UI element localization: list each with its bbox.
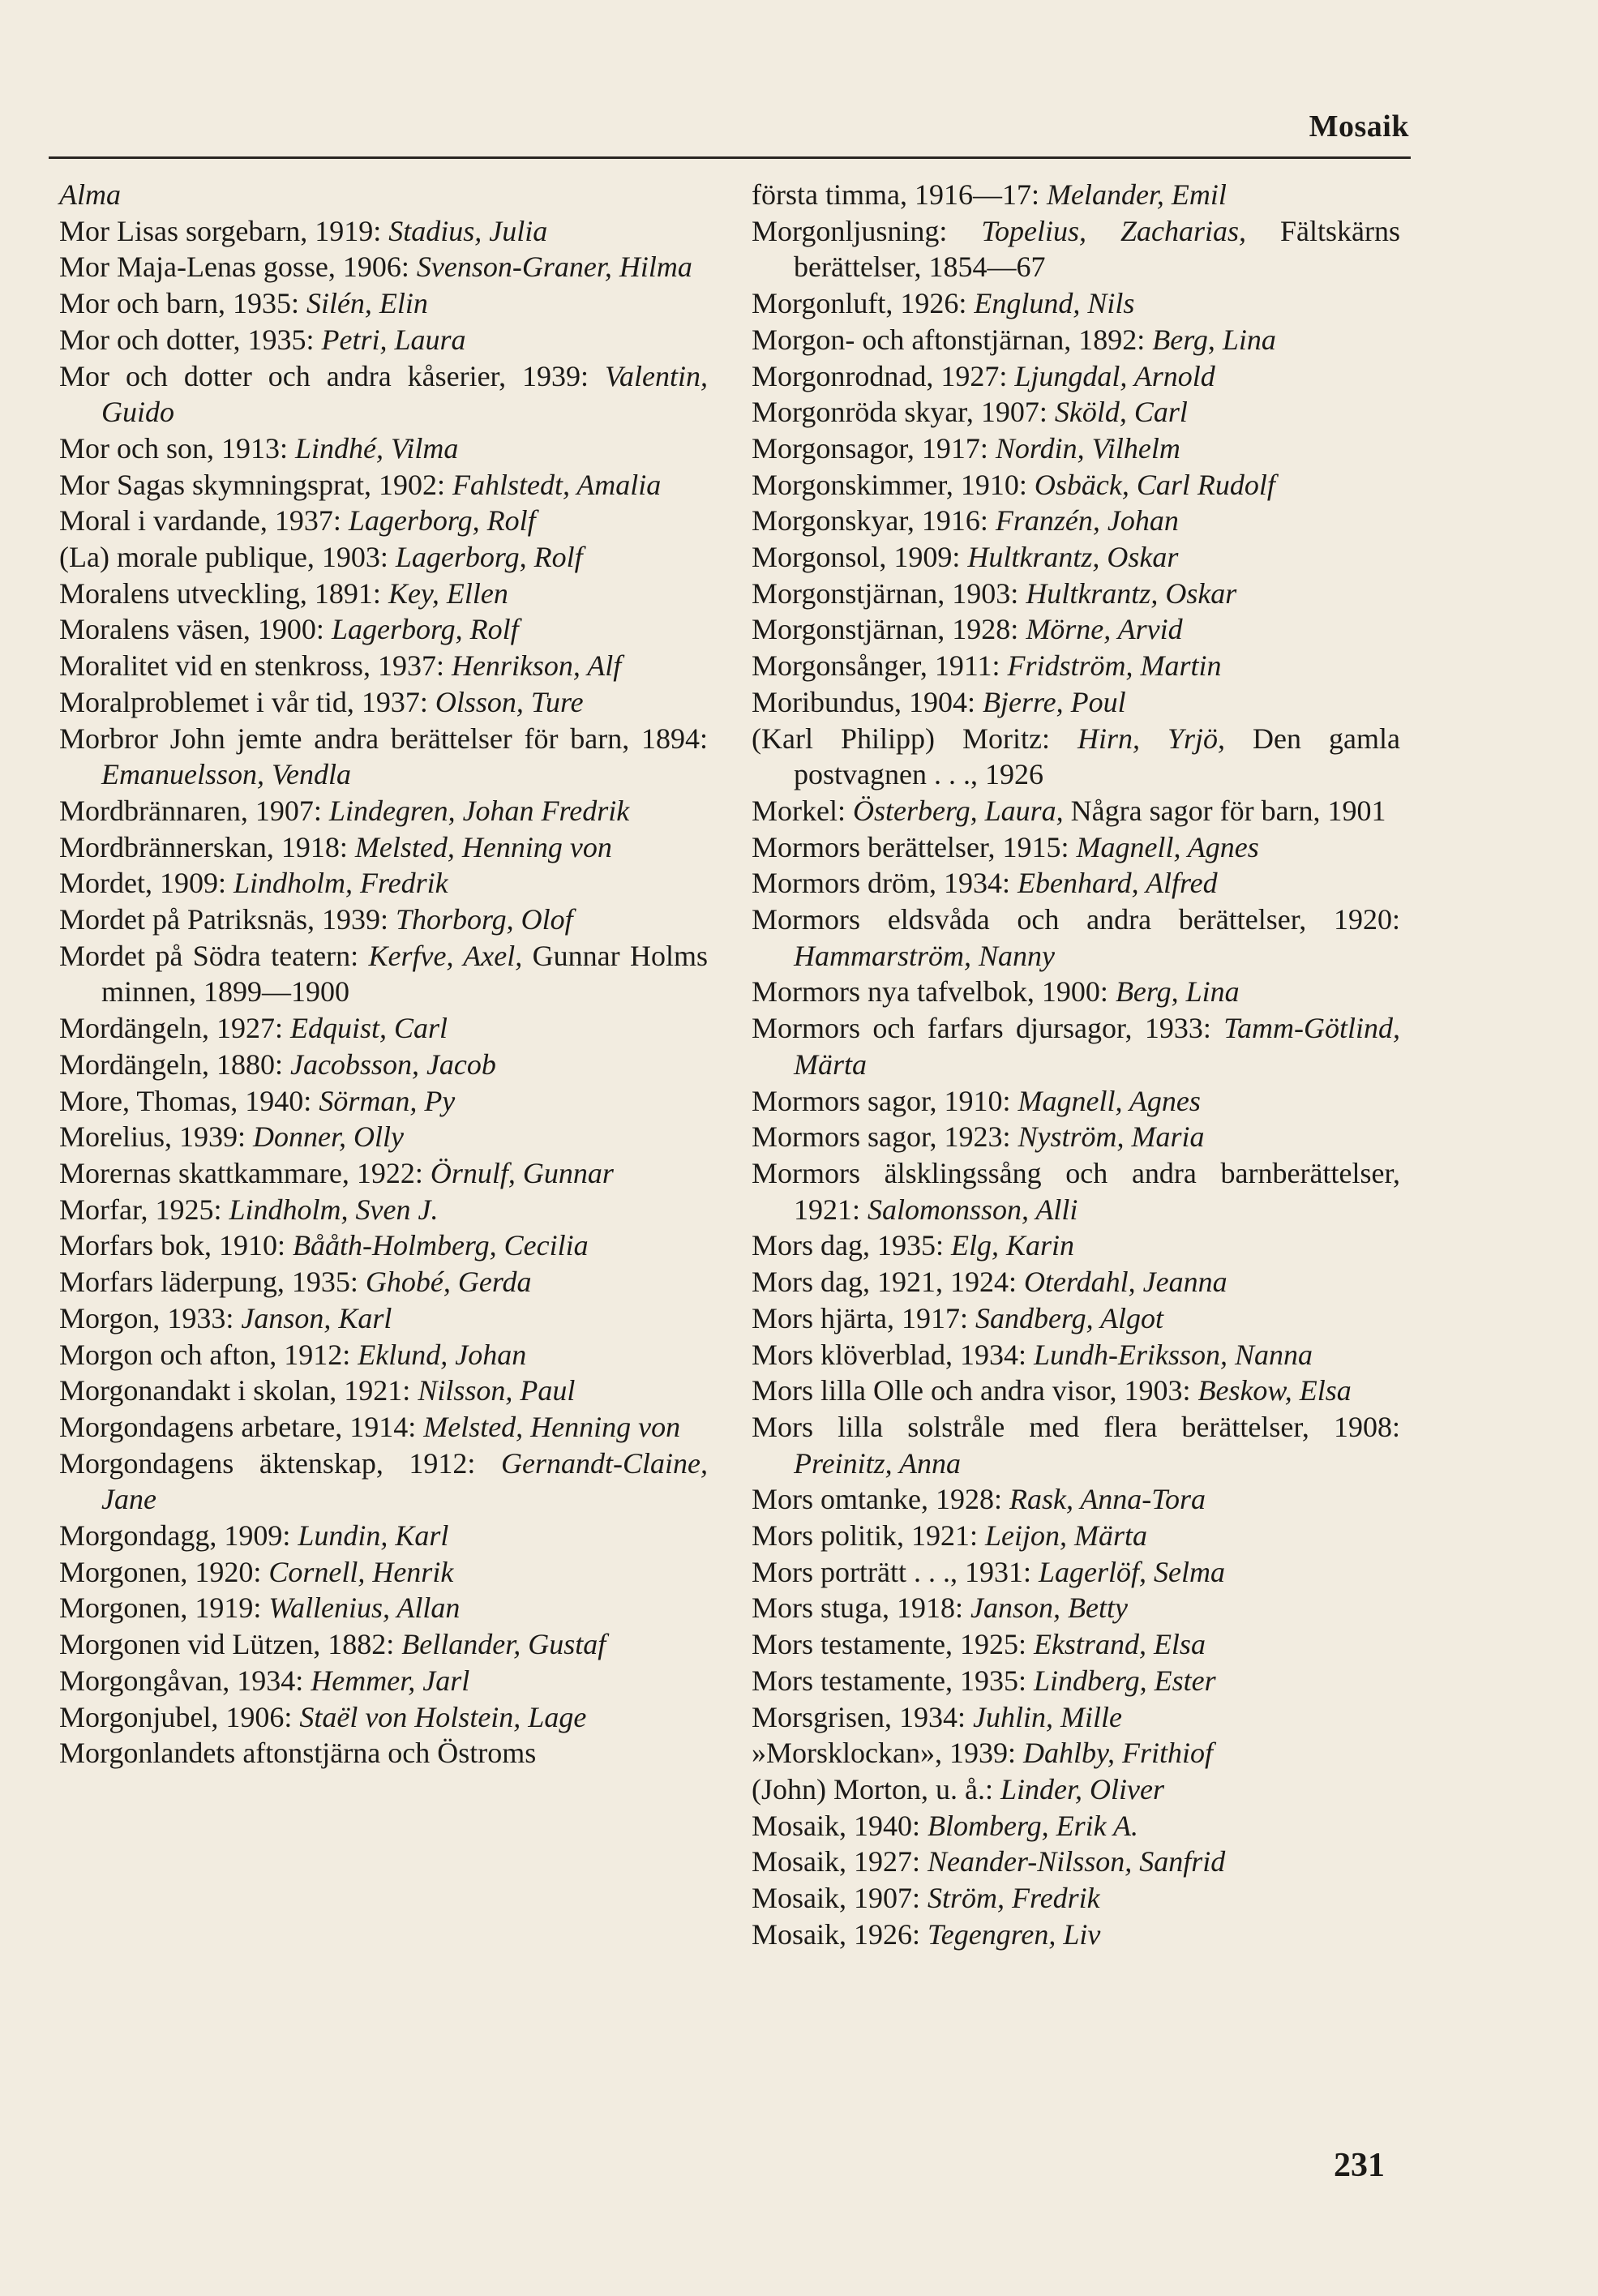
entry-author: Leijon, Märta bbox=[985, 1519, 1148, 1553]
index-entry bbox=[59, 322, 708, 358]
entry-author: Jacobsson, Jacob bbox=[289, 1047, 496, 1081]
index-entry bbox=[752, 684, 1400, 721]
entry-title: Moralens utveckling, 1891: bbox=[59, 576, 388, 610]
entry-author: Ebenhard, Alfred bbox=[1017, 867, 1218, 900]
entry-author: Linder, Oliver bbox=[1000, 1772, 1164, 1806]
index-entry bbox=[59, 793, 708, 829]
entry-tail: Den gamla postvagnen . . ., 1926 bbox=[794, 722, 1401, 791]
entry-author: Berg, Lina bbox=[1115, 975, 1240, 1009]
entry-title: Mosaik, 1927: bbox=[752, 1845, 928, 1878]
entry-title: Mosaik, 1940: bbox=[752, 1809, 928, 1842]
entry-author: Fridström, Martin bbox=[1007, 649, 1222, 683]
index-entry bbox=[59, 1083, 708, 1120]
index-entry bbox=[752, 1771, 1400, 1808]
index-entry bbox=[752, 793, 1400, 829]
entry-title: Morgon- och aftonstjärnan, 1892: bbox=[752, 323, 1153, 356]
index-entry bbox=[59, 1626, 708, 1663]
entry-title: Morgonsagor, 1917: bbox=[752, 431, 996, 465]
index-entry bbox=[59, 829, 708, 866]
index-entry bbox=[59, 1373, 708, 1409]
index-entry bbox=[59, 1446, 708, 1518]
entry-title: Morgonstjärnan, 1928: bbox=[752, 613, 1026, 646]
entry-author: Tamm-Götlind, Märta bbox=[794, 1012, 1400, 1081]
entry-title: Mormors och farfars djursagor, 1933: bbox=[752, 1012, 1224, 1045]
entry-author: Hultkrantz, Oskar bbox=[1026, 576, 1237, 610]
index-entry bbox=[59, 358, 708, 430]
entry-title: Mors dag, 1921, 1924: bbox=[752, 1266, 1024, 1299]
right-column bbox=[752, 177, 1400, 1952]
entry-author: Rask, Anna-Tora bbox=[1009, 1483, 1206, 1516]
entry-title: Moral i vardande, 1937: bbox=[59, 504, 349, 538]
entry-author: Henrikson, Alf bbox=[451, 649, 622, 683]
entry-author: Sandberg, Algot bbox=[975, 1301, 1163, 1334]
entry-title: Mors lilla Olle och andra visor, 1903: bbox=[752, 1374, 1198, 1407]
index-entry bbox=[752, 1518, 1400, 1554]
index-entry bbox=[59, 684, 708, 721]
index-entry bbox=[752, 1808, 1400, 1844]
entry-author: Tegengren, Liv bbox=[928, 1917, 1101, 1951]
index-entry bbox=[59, 1155, 708, 1192]
index-entry bbox=[59, 285, 708, 322]
index-entry bbox=[752, 177, 1400, 213]
entry-author: Osbäck, Carl Rudolf bbox=[1034, 468, 1275, 501]
entry-author: Mörne, Arvid bbox=[1026, 613, 1183, 646]
index-entry bbox=[752, 1481, 1400, 1518]
index-entry bbox=[752, 1119, 1400, 1155]
index-entry bbox=[59, 213, 708, 250]
entry-author: Franzén, Johan bbox=[995, 504, 1179, 538]
entry-author: Thorborg, Olof bbox=[395, 903, 573, 936]
index-entry bbox=[59, 1264, 708, 1300]
index-entry bbox=[59, 1300, 708, 1337]
entry-title: Mors klöverblad, 1934: bbox=[752, 1338, 1034, 1371]
entry-title: (John) Morton, u. å.: bbox=[752, 1772, 1000, 1806]
entry-author: Hultkrantz, Oskar bbox=[967, 541, 1179, 574]
entry-author: Österberg, Laura, bbox=[852, 794, 1064, 827]
entry-title: Morgondagens arbetare, 1914: bbox=[59, 1410, 424, 1443]
entry-title: Mormors dröm, 1934: bbox=[752, 867, 1017, 900]
index-entry bbox=[59, 430, 708, 467]
running-header: Mosaik bbox=[1309, 109, 1409, 144]
entry-title: Morsgrisen, 1934: bbox=[752, 1700, 973, 1733]
entry-author: Ghobé, Gerda bbox=[365, 1266, 532, 1299]
entry-title: Mor Lisas sorgebarn, 1919: bbox=[59, 214, 389, 247]
index-entry bbox=[752, 1227, 1400, 1264]
index-entry bbox=[752, 539, 1400, 576]
index-entry bbox=[752, 974, 1400, 1010]
entry-title: Morfars läderpung, 1935: bbox=[59, 1266, 366, 1299]
index-entry bbox=[59, 1227, 708, 1264]
entry-author: Melsted, Henning von bbox=[354, 830, 612, 863]
entry-author: Nyström, Maria bbox=[1017, 1120, 1205, 1154]
index-entry bbox=[752, 1663, 1400, 1699]
entry-tail: Gunnar Holms minnen, 1899—1900 bbox=[101, 939, 709, 1009]
entry-author: Elg, Karin bbox=[951, 1229, 1075, 1262]
entry-author: Englund, Nils bbox=[974, 287, 1135, 320]
entry-title: Mormors sagor, 1910: bbox=[752, 1084, 1018, 1117]
entry-author: Lagerlöf, Selma bbox=[1038, 1555, 1225, 1588]
index-entry bbox=[752, 865, 1400, 902]
entry-title: Morgongåvan, 1934: bbox=[59, 1664, 311, 1697]
entry-title: Morgon, 1933: bbox=[59, 1301, 242, 1334]
index-entry bbox=[752, 1844, 1400, 1880]
entry-title: Morgonsol, 1909: bbox=[752, 541, 968, 574]
entry-title: Mormors berättelser, 1915: bbox=[752, 830, 1077, 863]
entry-title: Morgon och afton, 1912: bbox=[59, 1338, 358, 1371]
entry-title: Mormors nya tafvelbok, 1900: bbox=[752, 975, 1116, 1009]
entry-title: Morelius, 1939: bbox=[59, 1120, 253, 1154]
entry-title: Mosaik, 1926: bbox=[752, 1917, 928, 1951]
index-entry bbox=[59, 648, 708, 684]
entry-title: Mordet, 1909: bbox=[59, 867, 233, 900]
index-entry bbox=[752, 394, 1400, 430]
entry-author: Hemmer, Jarl bbox=[311, 1664, 470, 1697]
entry-title: Mordbrännerskan, 1918: bbox=[59, 830, 355, 863]
entry-title: Morgonskyar, 1916: bbox=[752, 504, 996, 538]
entry-author: Magnell, Agnes bbox=[1076, 830, 1259, 863]
entry-author: Lagerborg, Rolf bbox=[331, 613, 519, 646]
entry-author: Topelius, Zacharias, bbox=[981, 214, 1247, 247]
index-entry bbox=[752, 213, 1400, 285]
entry-tail: Fältskärns berättelser, 1854—67 bbox=[794, 214, 1401, 284]
entry-title: Mosaik, 1907: bbox=[752, 1882, 928, 1915]
entry-title: Mors hjärta, 1917: bbox=[752, 1301, 975, 1334]
entry-title: Mors stuga, 1918: bbox=[752, 1591, 970, 1625]
index-entry bbox=[752, 1699, 1400, 1736]
entry-author: Lindberg, Ester bbox=[1033, 1664, 1216, 1697]
entry-title: Mor Sagas skymningsprat, 1902: bbox=[59, 468, 452, 501]
entry-author: Sörman, Py bbox=[319, 1084, 456, 1117]
index-entry bbox=[752, 1264, 1400, 1300]
entry-author: Gernandt-Claine, Jane bbox=[101, 1446, 708, 1516]
entry-title: (Karl Philipp) Moritz: bbox=[752, 722, 1077, 755]
entry-author: Cornell, Henrik bbox=[268, 1555, 454, 1588]
entry-author: Ljungdal, Arnold bbox=[1014, 359, 1215, 392]
index-entry bbox=[59, 1192, 708, 1228]
entry-title: »Morsklockan», 1939: bbox=[752, 1737, 1023, 1770]
entry-author: Nordin, Vilhelm bbox=[995, 431, 1180, 465]
entry-author: Lindhé, Vilma bbox=[295, 431, 459, 465]
entry-author: Lagerborg, Rolf bbox=[348, 504, 536, 538]
index-entry bbox=[59, 249, 708, 285]
entry-author: Melsted, Henning von bbox=[423, 1410, 681, 1443]
index-entry bbox=[752, 467, 1400, 503]
index-entry bbox=[59, 1010, 708, 1047]
entry-author: Janson, Betty bbox=[970, 1591, 1128, 1625]
entry-title: (La) morale publique, 1903: bbox=[59, 541, 396, 574]
entry-author: Magnell, Agnes bbox=[1017, 1084, 1201, 1117]
entry-author: Lindholm, Fredrik bbox=[233, 867, 448, 900]
entry-author: Örnulf, Gunnar bbox=[430, 1156, 614, 1189]
entry-title: Morbror John jemte andra berättelser för barn, 1894: bbox=[59, 722, 708, 755]
entry-title: Morgonsånger, 1911: bbox=[752, 649, 1008, 683]
entry-author: Hammarström, Nanny bbox=[794, 939, 1056, 972]
left-column bbox=[59, 177, 708, 1771]
index-entry bbox=[752, 1155, 1400, 1227]
index-entry bbox=[59, 1663, 708, 1699]
index-entry bbox=[752, 358, 1400, 395]
entry-title: Mors dag, 1935: bbox=[752, 1229, 951, 1262]
entry-author: Fahlstedt, Amalia bbox=[452, 468, 662, 501]
entry-title: Mors porträtt . . ., 1931: bbox=[752, 1555, 1039, 1588]
entry-title: Morgonluft, 1926: bbox=[752, 287, 975, 320]
entry-author: Dahlby, Frithiof bbox=[1022, 1737, 1213, 1770]
index-entry bbox=[59, 467, 708, 503]
index-entry bbox=[59, 721, 708, 793]
index-entry bbox=[752, 1300, 1400, 1337]
index-entry bbox=[59, 1518, 708, 1554]
index-entry bbox=[59, 1119, 708, 1155]
index-entry bbox=[752, 1590, 1400, 1626]
entry-title: Morgondagg, 1909: bbox=[59, 1519, 298, 1553]
index-entry bbox=[752, 721, 1400, 793]
index-entry bbox=[752, 648, 1400, 684]
entry-author: Bååth-Holmberg, Cecilia bbox=[292, 1229, 589, 1262]
entry-author: Salomonsson, Alli bbox=[868, 1193, 1078, 1226]
entry-title: Mors testamente, 1935: bbox=[752, 1664, 1034, 1697]
entry-author: Ström, Fredrik bbox=[928, 1882, 1100, 1915]
header-rule bbox=[49, 156, 1411, 159]
index-entry bbox=[752, 829, 1400, 866]
index-entry bbox=[752, 1626, 1400, 1663]
index-entry bbox=[752, 1880, 1400, 1917]
entry-author: Hirn, Yrjö, bbox=[1077, 722, 1226, 755]
index-entry bbox=[752, 902, 1400, 974]
entry-author: Neander-Nilsson, Sanfrid bbox=[928, 1845, 1226, 1878]
entry-title: Morfars bok, 1910: bbox=[59, 1229, 293, 1262]
entry-author: Preinitz, Anna bbox=[794, 1446, 961, 1480]
index-entry bbox=[752, 611, 1400, 648]
entry-title: Mor och dotter och andra kåserier, 1939: bbox=[59, 359, 606, 392]
entry-author: Alma bbox=[59, 178, 121, 211]
entry-title: Mor Maja-Lenas gosse, 1906: bbox=[59, 251, 417, 284]
index-entry bbox=[752, 1337, 1400, 1373]
entry-title: Mormors eldsvåda och andra berättelser, 1920: bbox=[752, 903, 1400, 936]
entry-title: Mormors sagor, 1923: bbox=[752, 1120, 1018, 1154]
entry-title: Morfar, 1925: bbox=[59, 1193, 229, 1226]
entry-title: Moralens väsen, 1900: bbox=[59, 613, 332, 646]
entry-title: Mordängeln, 1927: bbox=[59, 1012, 290, 1045]
entry-title: Morgonjubel, 1906: bbox=[59, 1700, 300, 1733]
entry-author: Bjerre, Poul bbox=[983, 685, 1126, 718]
entry-title: Morgonskimmer, 1910: bbox=[752, 468, 1035, 501]
entry-title: Morgonen, 1920: bbox=[59, 1555, 269, 1588]
entry-title: Mors testamente, 1925: bbox=[752, 1628, 1034, 1661]
index-entry bbox=[59, 539, 708, 576]
entry-title: Mordbrännaren, 1907: bbox=[59, 794, 329, 827]
entry-author: Emanuelsson, Vendla bbox=[101, 758, 351, 791]
entry-title: Mors politik, 1921: bbox=[752, 1519, 986, 1553]
entry-author: Sköld, Carl bbox=[1054, 396, 1188, 429]
index-entry bbox=[59, 1735, 708, 1771]
page-number: 231 bbox=[1334, 2147, 1385, 2184]
index-entry bbox=[752, 503, 1400, 539]
entry-author: Valentin, Guido bbox=[101, 359, 708, 429]
entry-title: Mor och barn, 1935: bbox=[59, 287, 306, 320]
entry-author: Beskow, Elsa bbox=[1197, 1374, 1352, 1407]
entry-author: Bellander, Gustaf bbox=[401, 1628, 606, 1661]
entry-title: Morgonstjärnan, 1903: bbox=[752, 576, 1026, 610]
entry-author: Lindholm, Sven J. bbox=[229, 1193, 439, 1226]
index-entry bbox=[59, 1409, 708, 1446]
index-entry bbox=[59, 1337, 708, 1373]
entry-title: Morkel: bbox=[752, 794, 853, 827]
index-entry bbox=[752, 576, 1400, 612]
entry-title: Moralproblemet i vår tid, 1937: bbox=[59, 685, 435, 718]
entry-title: Mordängeln, 1880: bbox=[59, 1047, 290, 1081]
index-entry bbox=[59, 503, 708, 539]
index-entry bbox=[59, 611, 708, 648]
index-entry bbox=[752, 1083, 1400, 1120]
entry-author: Silén, Elin bbox=[306, 287, 428, 320]
entry-author: Petri, Laura bbox=[321, 323, 466, 356]
entry-author: Wallenius, Allan bbox=[268, 1591, 461, 1625]
entry-title: första timma, 1916—17: bbox=[752, 178, 1047, 211]
entry-title: More, Thomas, 1940: bbox=[59, 1084, 319, 1117]
index-entry bbox=[752, 322, 1400, 358]
entry-author: Janson, Karl bbox=[241, 1301, 392, 1334]
index-entry bbox=[59, 1699, 708, 1736]
entry-author: Ekstrand, Elsa bbox=[1033, 1628, 1206, 1661]
index-entry bbox=[752, 1010, 1400, 1082]
entry-title: Morernas skattkammare, 1922: bbox=[59, 1156, 431, 1189]
entry-title: Morgonljusning: bbox=[752, 214, 982, 247]
entry-title: Mors lilla solstråle med flera berättelser, 1908: bbox=[752, 1410, 1400, 1443]
entry-author: Nilsson, Paul bbox=[418, 1374, 576, 1407]
index-entry bbox=[752, 1917, 1400, 1953]
index-entry bbox=[752, 1409, 1400, 1481]
index-entry bbox=[59, 938, 708, 1010]
entry-title: Morgonen, 1919: bbox=[59, 1591, 269, 1625]
entry-author: Edquist, Carl bbox=[289, 1012, 448, 1045]
entry-author: Eklund, Johan bbox=[358, 1338, 527, 1371]
entry-title: Morgonröda skyar, 1907: bbox=[752, 396, 1055, 429]
entry-tail: Några sagor för barn, 1901 bbox=[1063, 794, 1386, 827]
index-entry bbox=[59, 576, 708, 612]
index-entry bbox=[59, 902, 708, 938]
entry-author: Oterdahl, Jeanna bbox=[1024, 1266, 1227, 1299]
index-entry bbox=[752, 1735, 1400, 1771]
index-entry bbox=[59, 177, 708, 213]
entry-title: Mor och dotter, 1935: bbox=[59, 323, 322, 356]
entry-author: Blomberg, Erik A. bbox=[928, 1809, 1138, 1842]
index-entry bbox=[59, 865, 708, 902]
index-entry bbox=[59, 1554, 708, 1591]
index-entry bbox=[752, 1554, 1400, 1591]
entry-title: Mordet på Södra teatern: bbox=[59, 939, 369, 972]
entry-author: Lundh-Eriksson, Nanna bbox=[1033, 1338, 1313, 1371]
entry-author: Donner, Olly bbox=[253, 1120, 404, 1154]
entry-title: Morgonrodnad, 1927: bbox=[752, 359, 1015, 392]
entry-title: Mordet på Patriksnäs, 1939: bbox=[59, 903, 396, 936]
entry-author: Olsson, Ture bbox=[435, 685, 584, 718]
entry-title: Morgonlandets aftonstjärna och Östroms bbox=[59, 1737, 537, 1770]
entry-title: Mors omtanke, 1928: bbox=[752, 1483, 1009, 1516]
entry-author: Svenson-Graner, Hilma bbox=[416, 251, 692, 284]
entry-author: Kerfve, Axel, bbox=[368, 939, 523, 972]
entry-title: Morgonandakt i skolan, 1921: bbox=[59, 1374, 418, 1407]
entry-author: Lundin, Karl bbox=[298, 1519, 449, 1553]
entry-title: Moralitet vid en stenkross, 1937: bbox=[59, 649, 452, 683]
entry-author: Juhlin, Mille bbox=[973, 1700, 1122, 1733]
entry-author: Lindegren, Johan Fredrik bbox=[328, 794, 630, 827]
entry-title: Moribundus, 1904: bbox=[752, 685, 983, 718]
entry-title: Morgonen vid Lützen, 1882: bbox=[59, 1628, 402, 1661]
entry-author: Staël von Holstein, Lage bbox=[299, 1700, 587, 1733]
index-entry bbox=[752, 285, 1400, 322]
index-entry bbox=[752, 430, 1400, 467]
entry-title: Morgondagens äktenskap, 1912: bbox=[59, 1446, 502, 1480]
entry-title: Mormors älsklingssång och andra barnberättelser, 1921: bbox=[752, 1156, 1400, 1226]
entry-author: Stadius, Julia bbox=[388, 214, 548, 247]
index-entry bbox=[59, 1590, 708, 1626]
entry-author: Melander, Emil bbox=[1046, 178, 1227, 211]
entry-title: Mor och son, 1913: bbox=[59, 431, 295, 465]
index-entry bbox=[752, 1373, 1400, 1409]
index-entry bbox=[59, 1047, 708, 1083]
entry-author: Berg, Lina bbox=[1152, 323, 1276, 356]
entry-author: Lagerborg, Rolf bbox=[395, 541, 583, 574]
entry-author: Key, Ellen bbox=[388, 576, 508, 610]
